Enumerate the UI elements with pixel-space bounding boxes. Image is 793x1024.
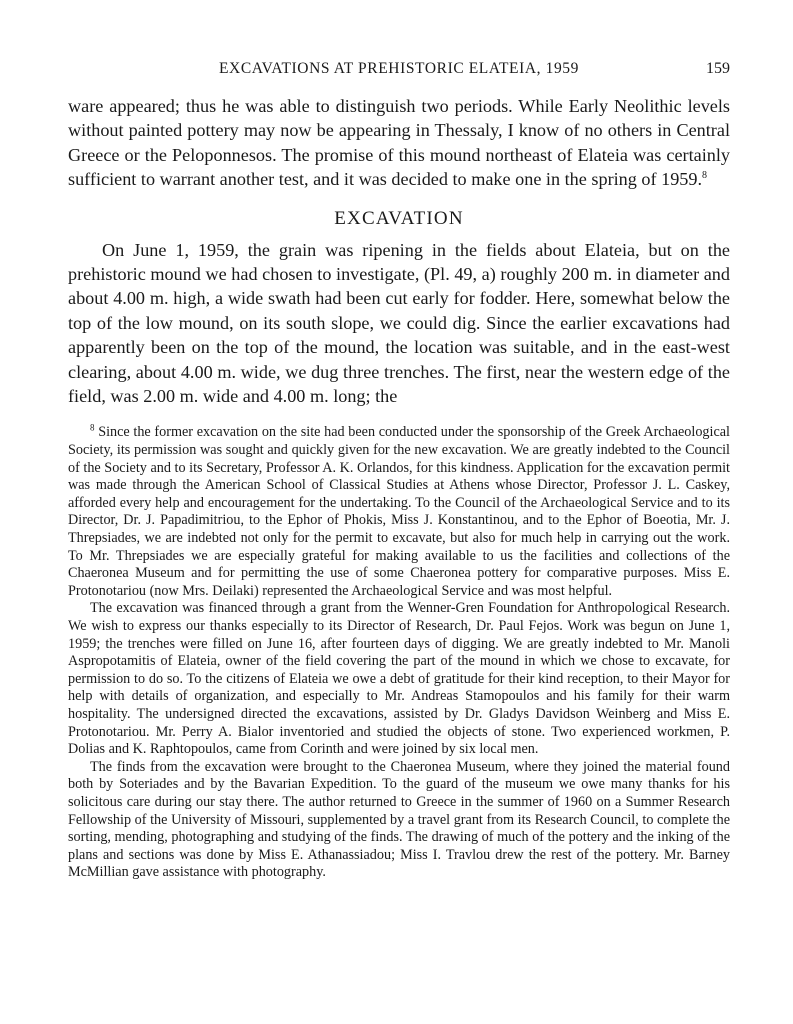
- page: [68, 58, 730, 882]
- page-number: 159: [706, 60, 730, 77]
- footnote-paragraph-1: [68, 424, 730, 600]
- intro-paragraph: [68, 94, 730, 192]
- footnote-reference[interactable]: 8: [702, 170, 708, 182]
- footnote-marker: 8: [90, 422, 95, 433]
- excavation-paragraph: On June 1, 1959, the grain was ripening in the fields about Elateia, but on the prehistoric mound we had chosen to investigate, (Pl. 49, a) roughly 200 m. in diameter and about 4.00 m. high, a wide swath had been cut early for fodder. Here, somewhat below the top of the low mound, on its south slope, we could dig. Since the earlier excavations had apparently been on the top of the mound, the location was suitable, and in the east-west clearing, about 4.00 m. wide, we dug three trenches. The first, near the western edge of the field, was 2.00 m. wide and 4.00 m. long; the: [68, 239, 730, 407]
- running-head: [68, 58, 730, 84]
- footnote-paragraph-2: The excavation was financed through a grant from the Wenner-Gren Foundation for Anthropological Research. We wish to express our thanks especially to its Director of Research, Dr. Paul Fejos. Work was begun on June 1, 1959; the trenches were filled on June 16, after fourteen days of digging. We are greatly indebted to Mr. Manoli Aspropotamitis of Elateia, owner of the field covering the part of the mound in which we chose to excavate, for permission to do so. To the citizens of Elateia we owe a debt of gratitude for their kind reception, to their Mayor for help with details of organization, and especially to Mr. Andreas Stamopoulos and his family for their warm hospitality. The undersigned directed the excavations, assisted by Dr. Gladys Davidson Weinberg and Miss E. Protonotariou. Mr. Perry A. Bialor inventoried and studied the objects of stone. Two experienced workmen, P. Dolias and K. Raphtopoulos, came from Corinth and were joined by six local men.: [68, 600, 730, 758]
- footnote-block: [68, 424, 730, 881]
- footnote-text-1: Since the former excavation on the site had been conducted under the sponsorship of the Greek Archaeological Society, its permission was sought and quickly given for the new excavation. We are greatly indebted to the Council of the Society and to its Secretary, Professor A. K. Orlandos, for this kindness. Application for the excavation permit was made through the American School of Classical Studies at Athens whose Director, Professor J. L. Caskey, afforded every help and encouragement for the undertaking. To the Council of the Archaeological Service and to its Director, Dr. J. Papadimitriou, to the Ephor of Phokis, Miss J. Konstantinou, and to the Ephor of Boeotia, Mr. J. Threpsiades, we are indebted not only for the permit to excavate, but also for much help in carrying out the work. To Mr. Threpsiades we are especially grateful for making available to us the facilities and collections of the Chaeronea Museum and for permitting the use of some Chaeronea pottery for comparative purposes. Miss E. Protonotariou (now Mrs. Deilaki) represented the Archaeological Service and was most helpful.: [68, 424, 730, 599]
- intro-text: ware appeared; thus he was able to distinguish two periods. While Early Neolithic levels without painted pottery may now be appearing in Thessaly, I know of no others in Central Greece or the Peloponnesos. The promise of this mound northeast of Elateia was certainly sufficient to warrant another test, and it was decided to make one in the spring of 1959.: [68, 96, 730, 190]
- section-heading: EXCAVATION: [334, 207, 464, 229]
- footnote-paragraph-3: The finds from the excavation were brought to the Chaeronea Museum, where they joined the material found both by Soteriades and by the Bavarian Expedition. To the guard of the museum we owe many thanks for his solicitous care during our stay there. The author returned to Greece in the summer of 1960 on a Summer Research Fellowship of the University of Missouri, supplemented by a travel grant from its Research Council, to complete the sorting, mending, photographing and studying of the finds. The drawing of much of the pottery and the inking of the plans and sections was done by Miss E. Athanassiadou; Miss I. Travlou drew the rest of the pottery. Mr. Barney McMillian gave assistance with photography.: [68, 758, 730, 881]
- running-title: EXCAVATIONS AT PREHISTORIC ELATEIA, 1959: [218, 60, 579, 77]
